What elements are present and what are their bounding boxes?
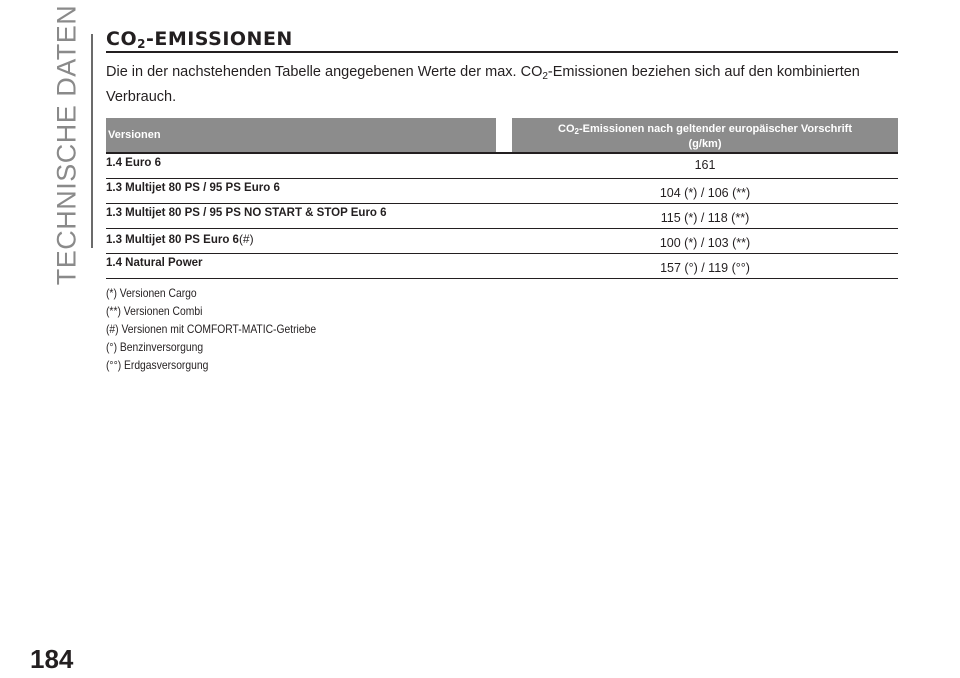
row-version-text: 1.4 Natural Power xyxy=(106,257,203,269)
side-chapter-title xyxy=(42,4,92,286)
emissions-table xyxy=(106,118,898,279)
page-number: 184 xyxy=(30,644,74,674)
table-row xyxy=(106,204,898,229)
row-emissions: 115 (*) / 118 (**) xyxy=(660,211,750,225)
row-version-text: 1.3 Multijet 80 PS Euro 6 xyxy=(106,234,239,246)
footnotes xyxy=(106,284,316,374)
row-version-note: (#) xyxy=(238,232,254,246)
title-rule xyxy=(106,51,898,53)
side-chapter-title-text: TECHNISCHE DATEN xyxy=(51,4,82,286)
row-version-text: 1.3 Multijet 80 PS / 95 PS NO START & STOP Euro 6 xyxy=(106,207,387,219)
table-row xyxy=(106,254,898,279)
table-header xyxy=(106,118,898,152)
section-title-post: -EMISSIONEN xyxy=(145,28,293,50)
section-title-sub: 2 xyxy=(137,37,146,51)
intro-paragraph xyxy=(106,62,866,107)
table-row xyxy=(106,229,898,254)
section-title xyxy=(106,28,293,51)
row-emissions: 161 xyxy=(694,158,716,172)
row-emissions: 100 (*) / 103 (**) xyxy=(659,236,751,250)
intro-sub: 2 xyxy=(542,71,548,82)
header-emissions-sub: 2 xyxy=(574,127,579,136)
row-version-text: 1.3 Multijet 80 PS / 95 PS Euro 6 xyxy=(106,182,280,194)
footnote: (°°) Erdgasversorgung xyxy=(106,358,209,372)
footnote: (*) Versionen Cargo xyxy=(106,286,197,300)
footnote: (#) Versionen mit COMFORT-MATIC-Getriebe xyxy=(106,322,317,336)
row-version-text: 1.4 Euro 6 xyxy=(106,157,161,169)
header-versions: Versionen xyxy=(106,118,496,152)
section-title-pre: CO xyxy=(106,28,138,50)
side-divider xyxy=(91,34,93,248)
header-emissions-pre: CO xyxy=(558,123,575,135)
header-emissions-post: -Emissionen nach geltender europäischer Vorschrift xyxy=(578,123,852,135)
row-emissions: 104 (*) / 106 (**) xyxy=(659,186,751,200)
header-emissions-unit: (g/km) xyxy=(688,138,722,150)
footnote: (°) Benzinversorgung xyxy=(106,340,204,354)
intro-part2: -Emissionen beziehen sich auf den kombinierten Verbrauch. xyxy=(106,64,860,105)
header-emissions-line1 xyxy=(512,123,898,138)
table-row xyxy=(106,154,898,179)
row-version xyxy=(106,182,280,194)
row-version xyxy=(106,257,203,269)
row-version xyxy=(106,207,387,219)
footnote: (**) Versionen Combi xyxy=(106,304,203,318)
row-version xyxy=(106,157,161,169)
intro-part1: Die in der nachstehenden Tabelle angegebenen Werte der max. CO xyxy=(106,64,543,80)
table-row xyxy=(106,179,898,204)
header-emissions xyxy=(512,118,898,152)
row-version xyxy=(106,232,254,246)
row-emissions: 157 (°) / 119 (°°) xyxy=(660,261,750,275)
